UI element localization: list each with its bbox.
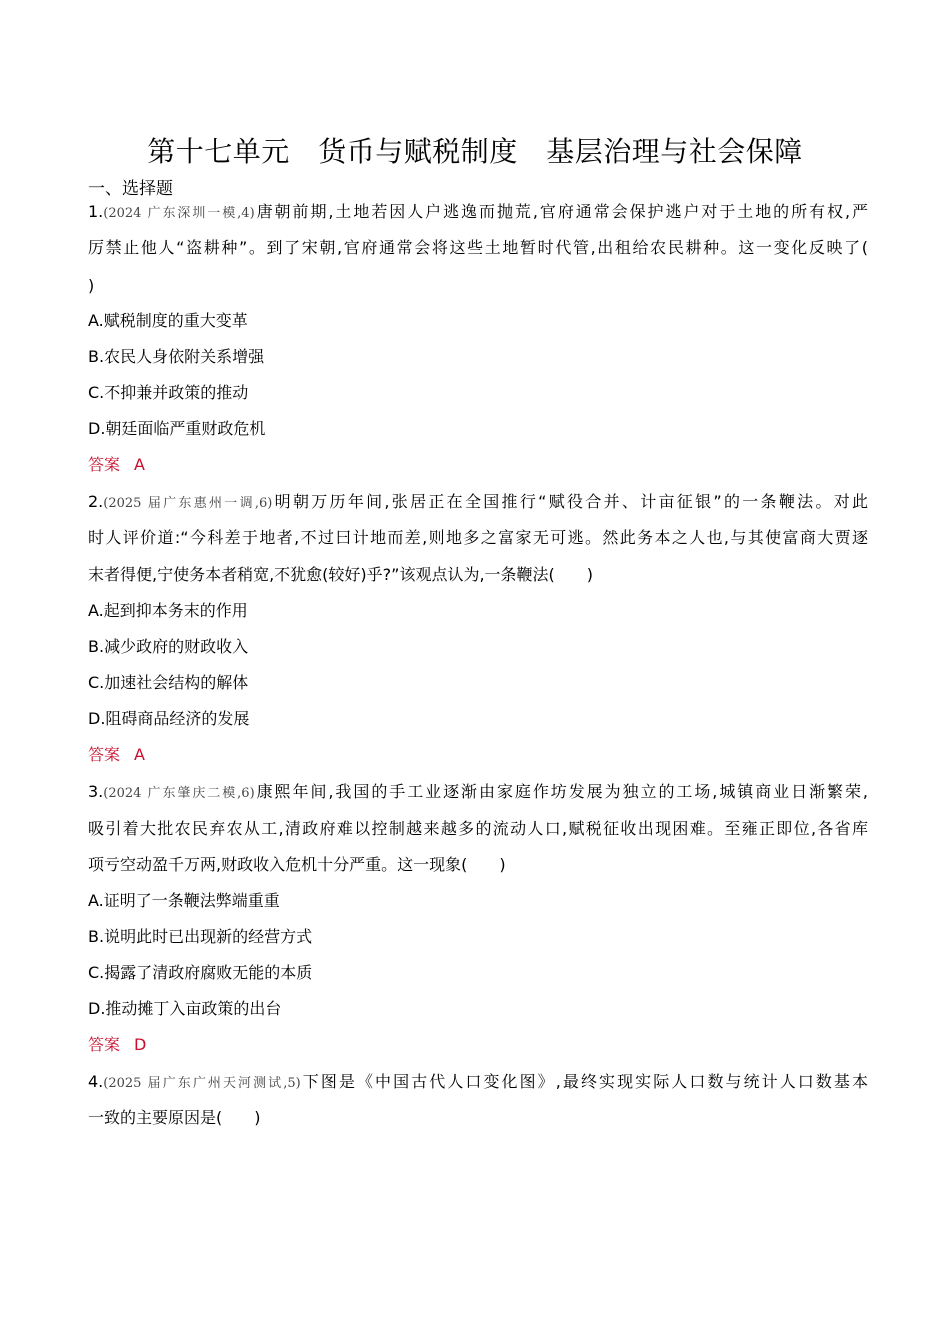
question-text: 下图是《中国古代人口变化图》,最终实现实际人口数与统计人口数基本 xyxy=(300,1072,868,1091)
question-2-line-1 xyxy=(88,491,868,515)
question-number: 4. xyxy=(88,1072,104,1091)
question-number: 2. xyxy=(88,492,104,511)
question-3-option-b: B.说明此时已出现新的经营方式 xyxy=(88,927,313,946)
question-number: 1. xyxy=(88,202,104,221)
question-source: (2024 广东肇庆二模,6) xyxy=(103,786,255,801)
question-2-line-3: 末者得便,宁使务本者稍宽,不犹愈(较好)乎?”该观点认为,一条鞭法( ) xyxy=(88,565,594,584)
question-3-line-2: 吸引着大批农民弃农从工,清政府难以控制越来越多的流动人口,赋税征收出现困难。至雍正即位,各省库 xyxy=(88,819,868,838)
section-heading: 一、选择题 xyxy=(88,179,173,199)
question-2-option-d: D.阻碍商品经济的发展 xyxy=(88,709,250,728)
question-3-line-1 xyxy=(88,781,868,805)
question-1-line-2: 厉禁止他人“盗耕种”。到了宋朝,官府通常会将这些土地暂时代管,出租给农民耕种。这一变化反映了( xyxy=(88,238,868,257)
question-2-option-a: A.起到抑本务末的作用 xyxy=(88,601,248,620)
answer-label: 答案 xyxy=(88,1035,121,1054)
answer-label: 答案 xyxy=(88,745,121,764)
question-4-line-1 xyxy=(88,1071,868,1095)
question-1-option-b: B.农民人身依附关系增强 xyxy=(88,347,265,366)
question-1-option-d: D.朝廷面临严重财政危机 xyxy=(88,419,266,438)
question-text: 康熙年间,我国的手工业逐渐由家庭作坊发展为独立的工场,城镇商业日渐繁荣, xyxy=(254,782,868,801)
question-number: 3. xyxy=(88,782,104,801)
question-text: 唐朝前期,土地若因人户逃逸而抛荒,官府通常会保护逃户对于土地的所有权,严 xyxy=(254,202,868,221)
question-2-option-c: C.加速社会结构的解体 xyxy=(88,673,249,692)
answer-value: D xyxy=(134,1035,147,1054)
page-title: 第十七单元 货币与赋税制度 基层治理与社会保障 xyxy=(147,135,803,168)
answer-value: A xyxy=(134,455,145,474)
question-1-answer xyxy=(88,454,145,476)
question-source: (2025 届广东惠州一调,6) xyxy=(103,496,273,511)
question-4-line-2: 一致的主要原因是( ) xyxy=(88,1108,261,1127)
question-1-line-1 xyxy=(88,201,868,225)
question-text: 明朝万历年间,张居正在全国推行“赋役合并、计亩征银”的一条鞭法。对此 xyxy=(272,492,868,511)
question-source: (2025 届广东广州天河测试,5) xyxy=(103,1076,301,1091)
question-source: (2024 广东深圳一模,4) xyxy=(103,206,255,221)
answer-value: A xyxy=(134,745,145,764)
question-2-answer xyxy=(88,744,145,766)
question-1-line-3: ) xyxy=(88,276,95,295)
question-1-option-c: C.不抑兼并政策的推动 xyxy=(88,383,249,402)
question-3-answer xyxy=(88,1034,146,1056)
question-3-option-d: D.推动摊丁入亩政策的出台 xyxy=(88,999,282,1018)
question-3-option-a: A.证明了一条鞭法弊端重重 xyxy=(88,891,280,910)
question-3-option-c: C.揭露了清政府腐败无能的本质 xyxy=(88,963,313,982)
question-1-option-a: A.赋税制度的重大变革 xyxy=(88,311,248,330)
question-2-line-2: 时人评价道:“今科差于地者,不过曰计地而差,则地多之富家无可逃。然此务本之人也,与其使富商大贾逐 xyxy=(88,528,868,547)
question-2-option-b: B.减少政府的财政收入 xyxy=(88,637,249,656)
question-3-line-3: 项亏空动盈千万两,财政收入危机十分严重。这一现象( ) xyxy=(88,855,506,874)
answer-label: 答案 xyxy=(88,455,121,474)
